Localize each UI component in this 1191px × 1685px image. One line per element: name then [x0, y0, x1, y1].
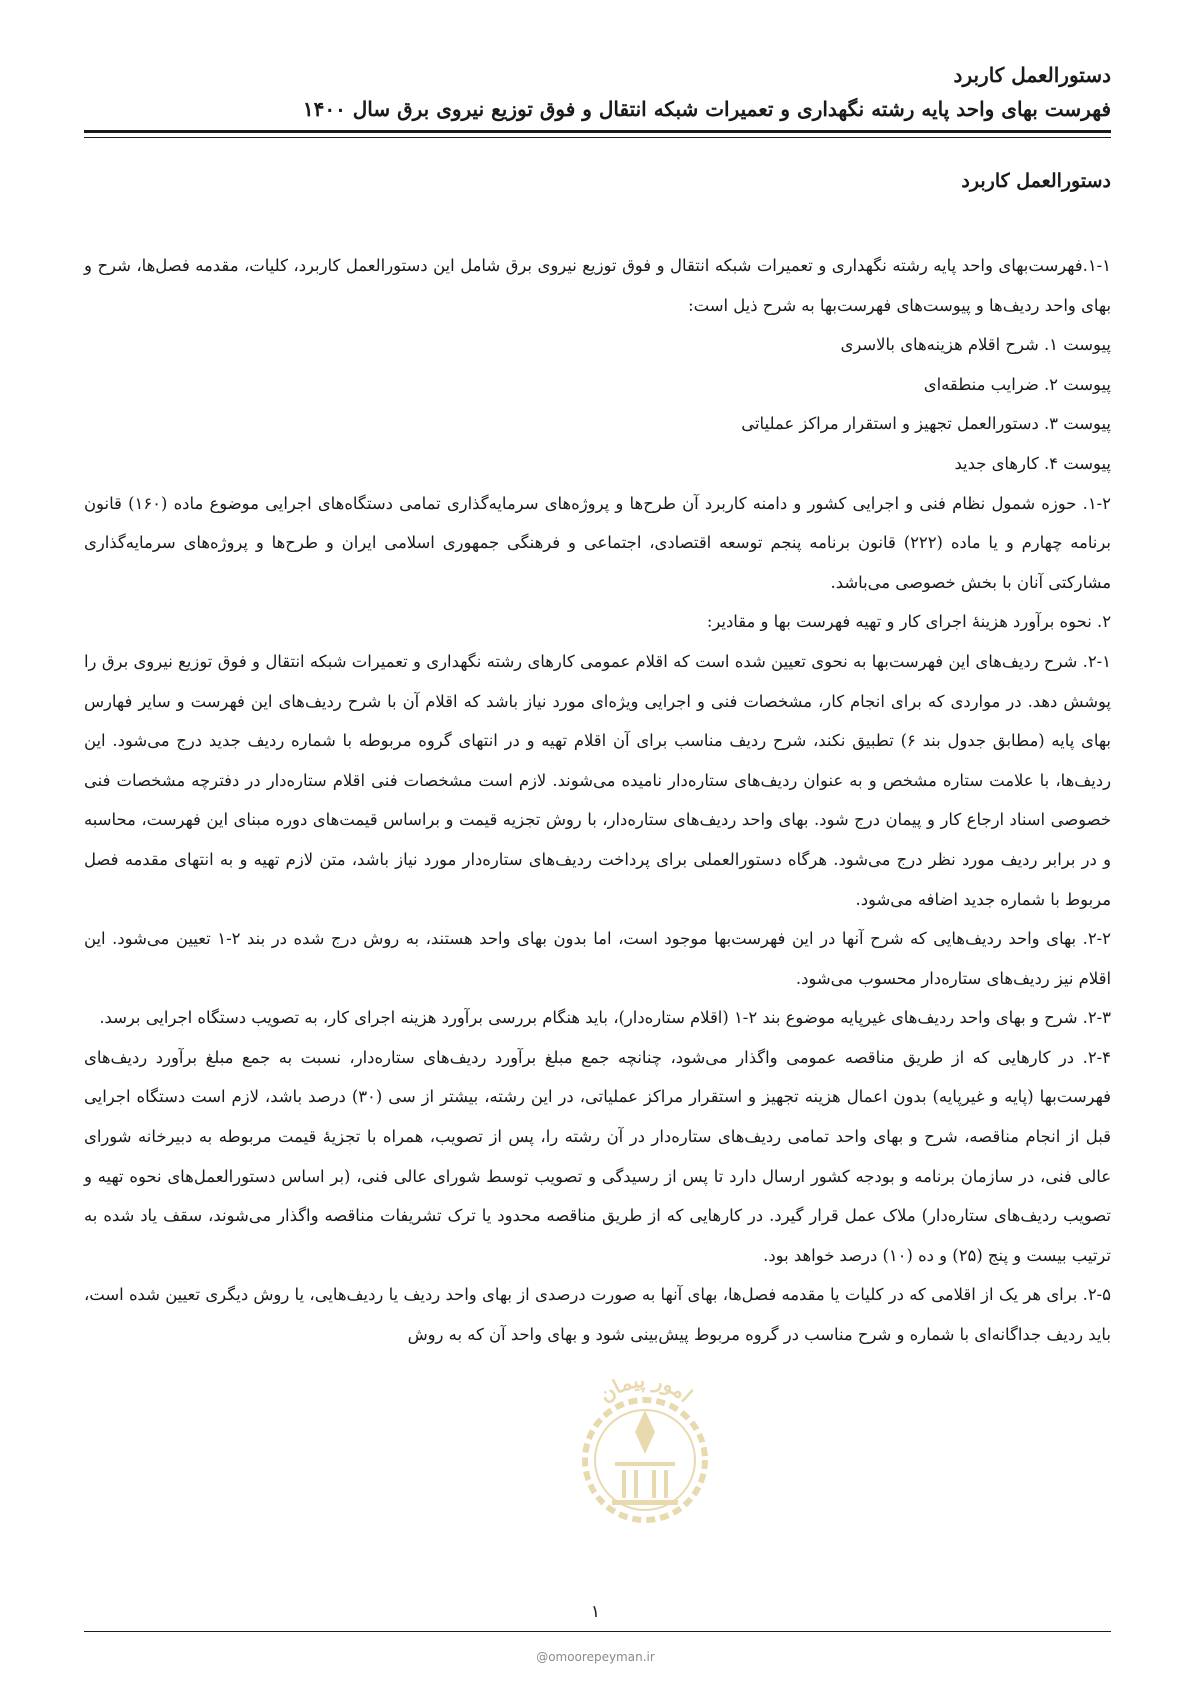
header-rule-thick	[84, 130, 1111, 133]
header-title: دستورالعمل کاربرد	[953, 63, 1111, 87]
header-rule-thin	[84, 137, 1111, 138]
header-subtitle: فهرست بهای واحد پایه رشته نگهداری و تعمیرات شبکه انتقال و فوق توزیع نیروی برق سال ۱۴۰۰	[302, 97, 1111, 121]
appendix-1: پیوست ۱. شرح اقلام هزینه‌های بالاسری	[840, 335, 1111, 355]
document-body	[84, 166, 1111, 1355]
paragraph-2-5: ۲-۵. برای هر یک از اقلامی که در کلیات یا مقدمه فصل‌ها، بهای آنها به صورت درصدی از بهای واحد ردیف یا ردیف‌هایی، یا روش دیگری تعیین شده است، باید ردیف جداگانه‌ای با شماره و شرح مناسب در گروه مربوط پیش‌بینی شود و بهای واحد آن که به روش	[84, 1285, 1111, 1345]
section-heading: دستورالعمل کاربرد	[961, 170, 1111, 192]
paragraph-1-1: ۱-۱.فهرست‌بهای واحد پایه رشته نگهداری و تعمیرات شبکه انتقال و فوق توزیع نیروی برق شامل این دستورالعمل کاربرد، کلیات، مقدمه فصل‌ها، شرح و بهای واحد ردیف‌ها و پیوست‌های فهرست‌بها به شرح ذیل است:	[84, 256, 1111, 315]
paragraph-2-4: ۲-۴. در کارهایی که از طریق مناقصه عمومی واگذار می‌شود، چنانچه جمع مبلغ برآورد ردیف‌های ستاره‌دار، نسبت به جمع مبلغ برآورد ردیف‌های فهرست‌بها (پایه و غیرپایه) بدون اعمال هزینه تجهیز و استقرار مراکز عملیاتی، در این رشته، بیشتر از سی (۳۰) درصد باشد، لازم است دستگاه اجرایی قبل از انجام مناقصه، شرح و بهای واحد تمامی ردیف‌های ستاره‌دار در آن رشته را، پس از تصویب، همراه با تجزیهٔ قیمت مربوطه به دبیرخانه شورای عالی فنی، در سازمان برنامه و بودجه کشور ارسال دارد تا پس از رسیدگی و تصویب توسط شورای عالی فنی، (بر اساس دستورالعمل‌های نحوه تهیه و تصویب ردیف‌های ستاره‌دار) ملاک عمل قرار گیرد. در کارهایی که از طریق مناقصه محدود یا ترک تشریفات مناقصه واگذار می‌شوند، سقف یاد شده به ترتیب بیست و پنج (۲۵) و ده (۱۰) درصد خواهد بود.	[84, 1047, 1111, 1265]
footer-rule	[84, 1631, 1111, 1632]
watermark-logo	[560, 1370, 730, 1570]
paragraph-2-2: ۲-۲. بهای واحد ردیف‌هایی که شرح آنها در این فهرست‌بها موجود است، اما بدون بهای واحد هستند، به روش درج شده در بند ۲-۱ تعیین می‌شود. این اقلام نیز ردیف‌های ستاره‌دار محسوب می‌شود.	[84, 929, 1111, 988]
appendix-4: پیوست ۴. کارهای جدید	[954, 453, 1111, 473]
paragraph-2-1: ۲-۱. شرح ردیف‌های این فهرست‌بها به نحوی تعیین شده است که اقلام عمومی کارهای رشته نگهداری و تعمیرات شبکه انتقال و فوق توزیع نیروی برق را پوشش دهد. در مواردی که برای انجام کار، مشخصات فنی و اجرایی ویژه‌ای مورد نیاز باشد که اقلام آن با شرح ردیف‌های این فهرست و سایر فهارس بهای پایه (مطابق جدول بند ۶) تطبیق نکند، شرح ردیف مناسب برای آن اقلام تهیه و در انتهای گروه مربوطه با شماره ردیف جدید درج می‌شود. این ردیف‌ها، با علامت ستاره مشخص و به عنوان ردیف‌های ستاره‌دار نامیده می‌شوند. لازم است مشخصات فنی اقلام ستاره‌دار در دفترچه مشخصات فنی خصوصی اسناد ارجاع کار و پیمان درج شود. بهای واحد ردیف‌های ستاره‌دار، با روش تجزیه قیمت و براساس قیمت‌های دوره مبنای این فهرست، محاسبه و در برابر ردیف مورد نظر درج می‌شود. هرگاه دستورالعملی برای پرداخت ردیف‌های ستاره‌دار مورد نیاز باشد، متن لازم تهیه و به انتهای مقدمه فصل مربوط با شماره جدید اضافه می‌شود.	[84, 651, 1111, 909]
watermark-text: امور پیمان	[593, 1370, 698, 1408]
page-header	[84, 58, 1111, 126]
paragraph-2-3: ۲-۳. شرح و بهای واحد ردیف‌های غیرپایه موضوع بند ۲-۱ (اقلام ستاره‌دار)، باید هنگام بررسی برآورد هزینه اجرای کار، به تصویب دستگاه اجرایی برسد.	[99, 1008, 1111, 1028]
appendix-2: پیوست ۲. ضرایب منطقه‌ای	[923, 374, 1111, 394]
page-number: ۱	[590, 1602, 601, 1622]
paragraph-2-heading: ۲. نحوه برآورد هزینهٔ اجرای کار و تهیه فهرست بها و مقادیر:	[706, 612, 1111, 632]
paragraph-1-2: ۱-۲. حوزه شمول نظام فنی و اجرایی کشور و دامنه کاربرد آن طرح‌ها و پروژه‌های سرمایه‌گذاری تمامی دستگاه‌های اجرایی موضوع ماده (۱۶۰) قانون برنامه چهارم و یا ماده (۲۲۲) قانون برنامه پنجم توسعه اقتصادی، اجتماعی و فرهنگی جمهوری اسلامی ایران و طرح‌ها و پروژه‌های سرمایه‌گذاری مشارکتی آنان با بخش خصوصی می‌باشد.	[84, 493, 1111, 592]
site-url: @omoorepeyman.ir	[536, 1650, 655, 1664]
appendix-3: پیوست ۳. دستورالعمل تجهیز و استقرار مراکز عملیاتی	[741, 414, 1111, 434]
